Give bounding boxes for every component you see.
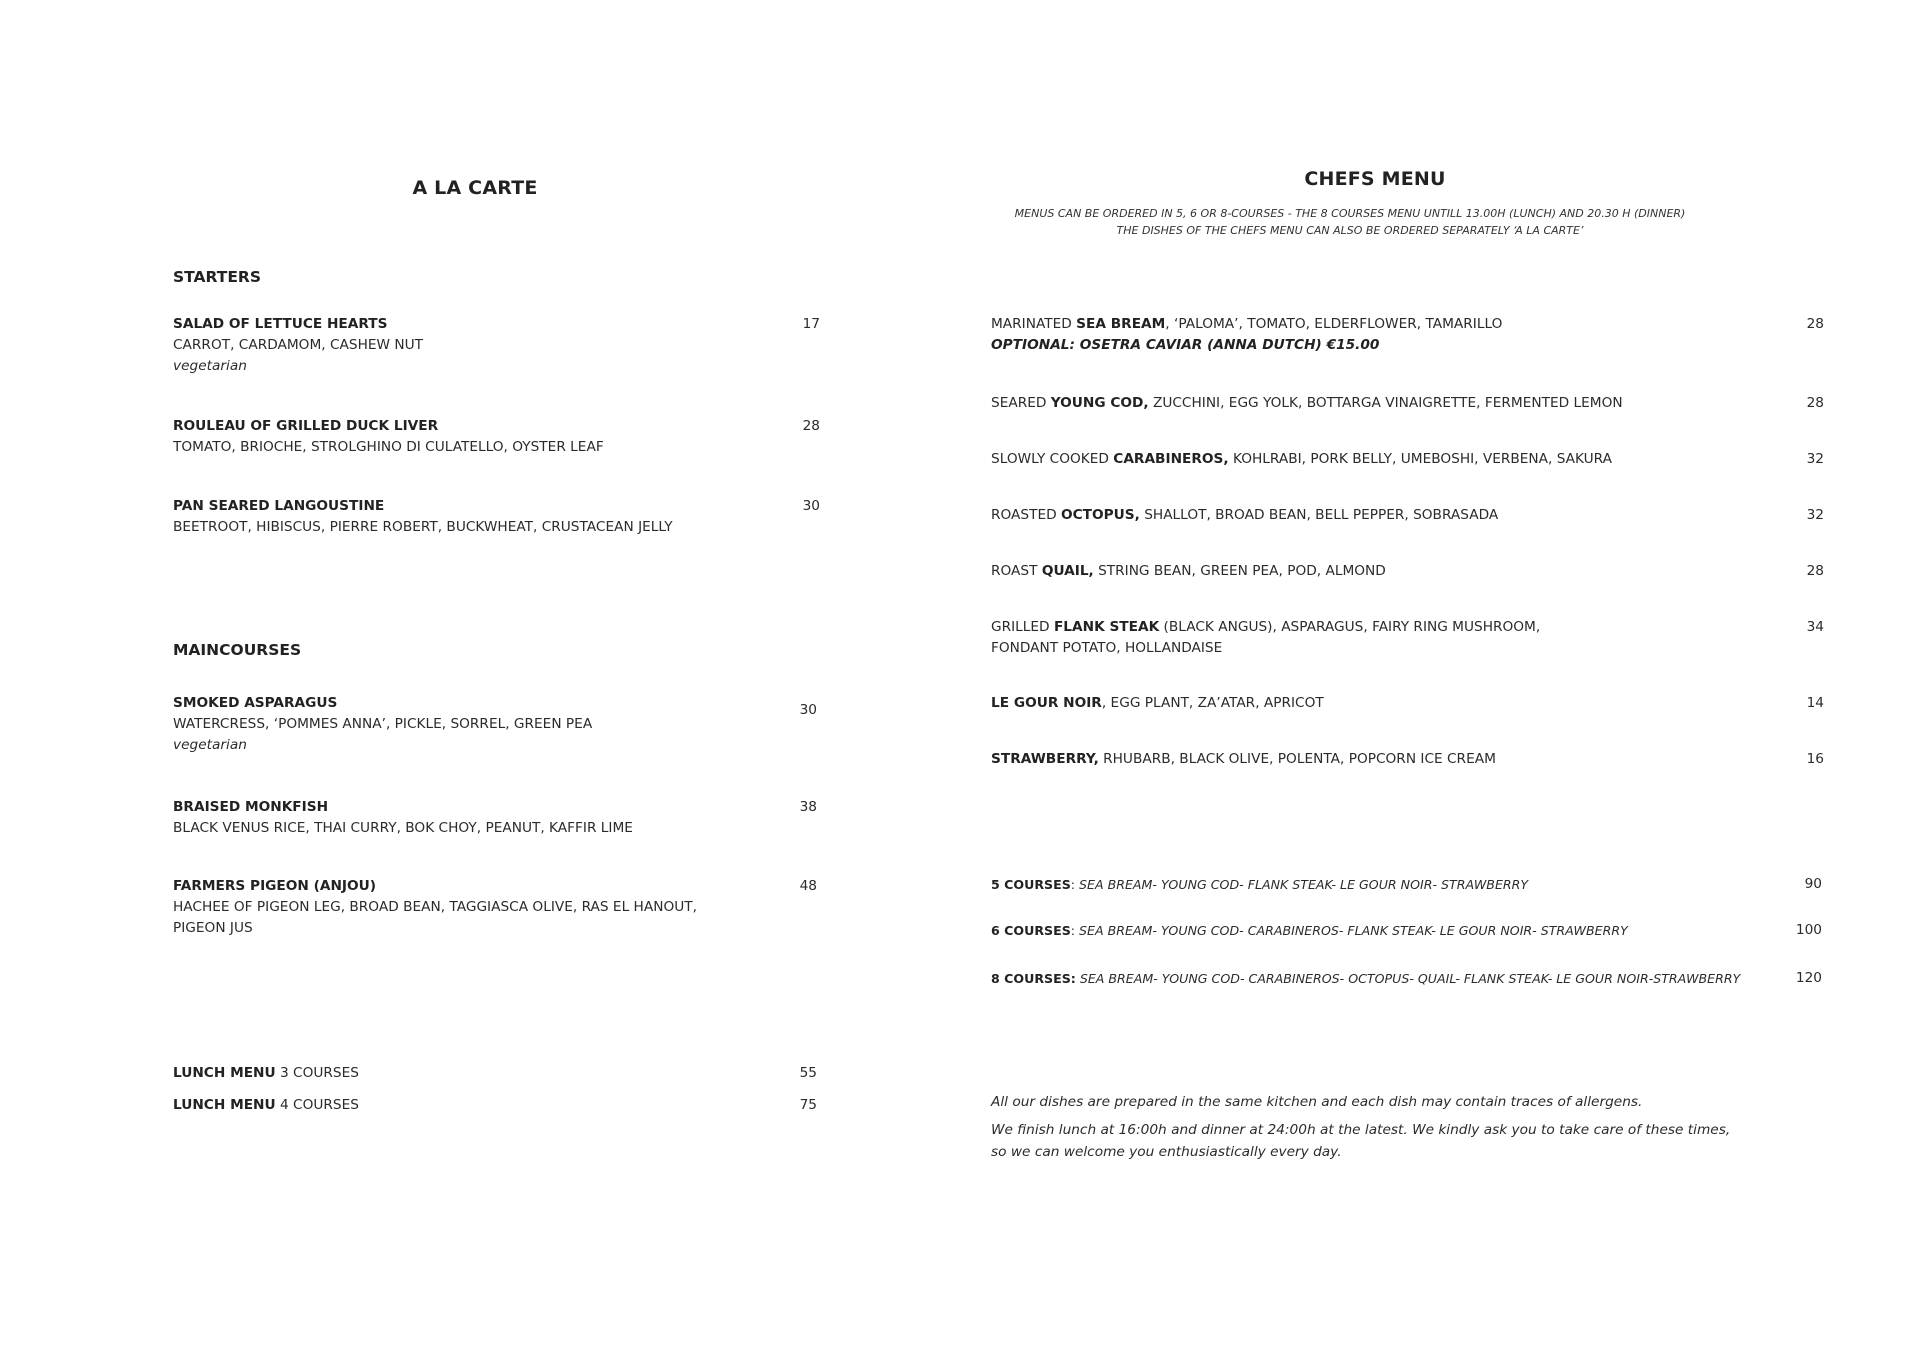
dish-description: BEETROOT, HIBISCUS, PIERRE ROBERT, BUCKWHEAT, CRUSTACEAN JELLY: [173, 519, 673, 535]
course-label: 8 COURSES:: [991, 971, 1076, 986]
lunch-price: 75: [799, 1097, 817, 1113]
lunch-label: LUNCH MENU: [173, 1065, 276, 1081]
dish-highlight: FLANK STEAK: [1053, 619, 1160, 635]
a-la-carte-title: A LA CARTE: [412, 177, 538, 199]
dish-price: 30: [799, 702, 817, 718]
course-list: SEA BREAM- YOUNG COD- CARABINEROS- FLANK STEAK- LE GOUR NOIR- STRAWBERRY: [1079, 923, 1628, 938]
dish-prefix: MARINATED: [991, 316, 1077, 332]
course-6: [991, 920, 1628, 941]
dish-line: [991, 314, 1502, 335]
chefs-menu-title: CHEFS MENU: [1304, 168, 1446, 190]
dish-highlight: SEA BREAM: [1076, 316, 1166, 332]
lunch-menu-4: [173, 1095, 359, 1116]
dish-price: 28: [802, 418, 820, 434]
dish-highlight: OCTOPUS,: [1061, 507, 1140, 523]
dish-prefix: SEARED: [991, 395, 1051, 411]
dish-name: PAN SEARED LANGOUSTINE: [173, 498, 385, 514]
lunch-price: 55: [799, 1065, 817, 1081]
dish-description: CARROT, CARDAMOM, CASHEW NUT: [173, 337, 424, 353]
dish-optional: OPTIONAL: OSETRA CAVIAR (ANNA DUTCH) €15.00: [991, 337, 1380, 353]
chefs-menu-note: [990, 205, 1710, 239]
dish-price: 38: [799, 799, 817, 815]
chef-dish: [991, 314, 1502, 356]
dish-prefix: ROAST: [991, 563, 1042, 579]
starter-item: [173, 416, 604, 458]
lunch-courses: 3 COURSES: [275, 1065, 359, 1081]
dish-line-2: FONDANT POTATO, HOLLANDAISE: [991, 640, 1223, 656]
main-item: [173, 797, 633, 839]
dish-line: [991, 617, 1540, 638]
dish-price: 16: [1806, 751, 1824, 767]
dish-prefix: GRILLED: [991, 619, 1054, 635]
dish-rest: (BLACK ANGUS), ASPARAGUS, FAIRY RING MUSHROOM,: [1159, 619, 1541, 635]
dish-description-cont: PIGEON JUS: [173, 920, 253, 936]
dish-highlight: LE GOUR NOIR: [991, 695, 1102, 711]
course-list: SEA BREAM- YOUNG COD- CARABINEROS- OCTOPUS- QUAIL- FLANK STEAK- LE GOUR NOIR-STRAWBERRY: [1079, 971, 1741, 986]
dish-prefix: ROASTED: [991, 507, 1061, 523]
dish-rest: , EGG PLANT, ZA’ATAR, APRICOT: [1101, 695, 1324, 711]
maincourses-heading: MAINCOURSES: [173, 641, 302, 659]
chef-dish: [991, 561, 1386, 582]
opening-hours-note: [991, 1119, 1730, 1163]
dish-name: ROULEAU OF GRILLED DUCK LIVER: [173, 418, 439, 434]
dish-price: 32: [1806, 451, 1824, 467]
lunch-courses: 4 COURSES: [275, 1097, 359, 1113]
lunch-menu-3: [173, 1063, 359, 1084]
opening-hours-line-1: We finish lunch at 16:00h and dinner at 24:00h at the latest. We kindly ask you to take care of these times,: [991, 1122, 1731, 1138]
dish-note: vegetarian: [173, 358, 247, 374]
note-line-1: MENUS CAN BE ORDERED IN 5, 6 OR 8-COURSES - THE 8 COURSES MENU UNTILL 13.00H (LUNCH) AND 20.30 H (DINNER): [1014, 207, 1686, 220]
course-label: 6 COURSES: [991, 923, 1071, 938]
course-list: SEA BREAM- YOUNG COD- FLANK STEAK- LE GOUR NOIR- STRAWBERRY: [1079, 877, 1529, 892]
dish-price: 48: [799, 878, 817, 894]
dish-rest: KOHLRABI, PORK BELLY, UMEBOSHI, VERBENA, SAKURA: [1228, 451, 1612, 467]
dish-note: vegetarian: [173, 737, 247, 753]
dish-rest: STRING BEAN, GREEN PEA, POD, ALMOND: [1093, 563, 1386, 579]
dish-description: WATERCRESS, ‘POMMES ANNA’, PICKLE, SORREL, GREEN PEA: [173, 716, 593, 732]
course-price: 90: [1804, 876, 1822, 892]
course-8: [991, 968, 1740, 989]
course-price: 120: [1795, 970, 1822, 986]
dish-price: 28: [1806, 316, 1824, 332]
dish-highlight: STRAWBERRY,: [991, 751, 1099, 767]
dish-name: SMOKED ASPARAGUS: [173, 695, 338, 711]
dish-price: 28: [1806, 563, 1824, 579]
course-price: 100: [1795, 922, 1822, 938]
dish-highlight: YOUNG COD,: [1050, 395, 1149, 411]
chef-dish: [991, 449, 1612, 470]
chef-dish: [991, 749, 1496, 770]
dish-description: HACHEE OF PIGEON LEG, BROAD BEAN, TAGGIASCA OLIVE, RAS EL HANOUT,: [173, 899, 697, 915]
dish-rest: SHALLOT, BROAD BEAN, BELL PEPPER, SOBRASADA: [1139, 507, 1499, 523]
dish-rest: ZUCCHINI, EGG YOLK, BOTTARGA VINAIGRETTE, FERMENTED LEMON: [1148, 395, 1623, 411]
chef-dish: [991, 617, 1540, 659]
course-sep: :: [1070, 877, 1080, 892]
starter-item: [173, 496, 673, 538]
dish-description: BLACK VENUS RICE, THAI CURRY, BOK CHOY, PEANUT, KAFFIR LIME: [173, 820, 633, 836]
dish-prefix: SLOWLY COOKED: [991, 451, 1114, 467]
chef-dish: [991, 693, 1324, 714]
dish-highlight: CARABINEROS,: [1113, 451, 1229, 467]
main-item: [173, 693, 592, 756]
chef-dish: [991, 505, 1498, 526]
dish-price: 17: [802, 316, 820, 332]
dish-price: 28: [1806, 395, 1824, 411]
note-line-2: THE DISHES OF THE CHEFS MENU CAN ALSO BE ORDERED SEPARATELY ‘A LA CARTE’: [1116, 224, 1584, 237]
dish-description: TOMATO, BRIOCHE, STROLGHINO DI CULATELLO, OYSTER LEAF: [173, 439, 604, 455]
dish-name: SALAD OF LETTUCE HEARTS: [173, 316, 388, 332]
main-item: [173, 876, 697, 939]
dish-name: FARMERS PIGEON (ANJOU): [173, 878, 377, 894]
dish-rest: , ‘PALOMA’, TOMATO, ELDERFLOWER, TAMARILLO: [1165, 316, 1503, 332]
dish-price: 34: [1806, 619, 1824, 635]
opening-hours-line-2: so we can welcome you enthusiastically every day.: [991, 1144, 1342, 1160]
dish-price: 32: [1806, 507, 1824, 523]
course-sep: :: [1070, 923, 1080, 938]
starters-heading: STARTERS: [173, 268, 262, 286]
chef-dish: [991, 393, 1623, 414]
course-5: [991, 874, 1528, 895]
dish-highlight: QUAIL,: [1041, 563, 1094, 579]
starter-item: [173, 314, 423, 377]
dish-price: 30: [802, 498, 820, 514]
dish-price: 14: [1806, 695, 1824, 711]
dish-rest: RHUBARB, BLACK OLIVE, POLENTA, POPCORN ICE CREAM: [1098, 751, 1496, 767]
lunch-label: LUNCH MENU: [173, 1097, 276, 1113]
course-label: 5 COURSES: [991, 877, 1071, 892]
allergen-note: All our dishes are prepared in the same kitchen and each dish may contain traces of allergens.: [991, 1094, 1643, 1110]
dish-name: BRAISED MONKFISH: [173, 799, 329, 815]
